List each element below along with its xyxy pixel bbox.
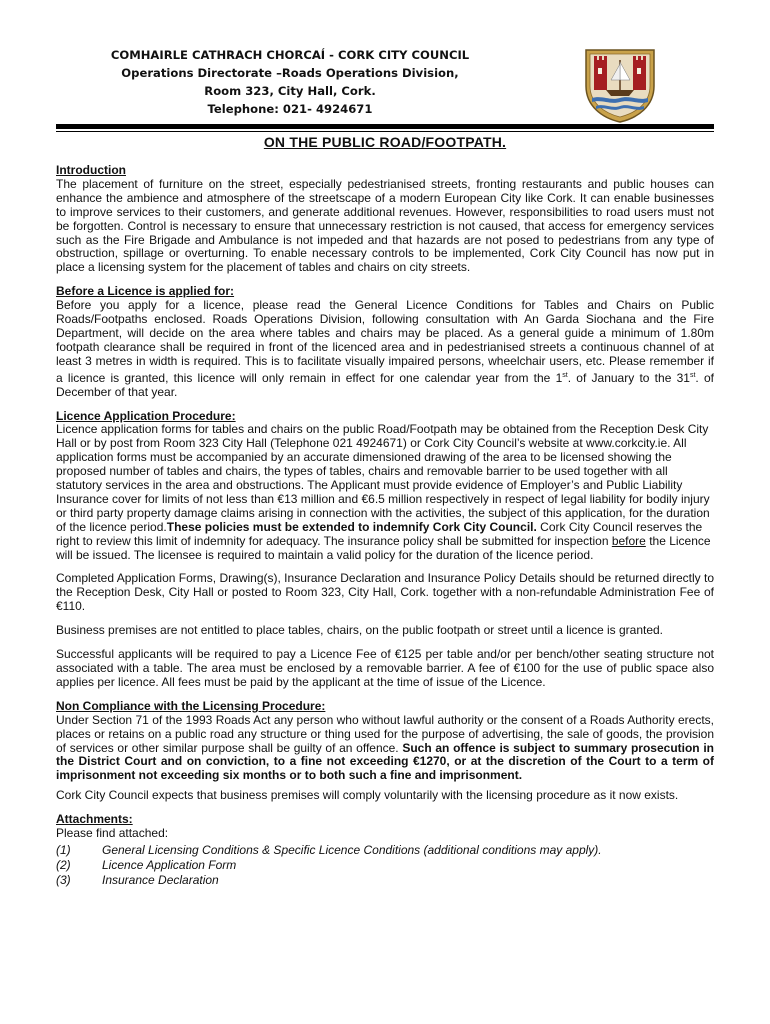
list-item: (1) General Licensing Conditions & Specific Licence Conditions (additional conditions may apply).: [56, 842, 602, 857]
directorate: Operations Directorate –Roads Operations Division,: [121, 66, 459, 80]
introduction-heading: Introduction: [56, 163, 126, 177]
attachments-list: [56, 843, 714, 888]
address: Room 323, City Hall, Cork.: [204, 84, 376, 98]
premises-not-entitled-text: Business premises are not entitled to place tables, chairs, on the public footpath or street until a licence is granted.: [56, 623, 664, 638]
introduction-text: The placement of furniture on the street, especially pedestrianised streets, fronting restaurants and public houses can enhance the ambience and atmosphere of the streetscape of a modern European City like Cork. It can enable businesses to improve services to their customers, and generate additional revenues. However, responsibilities to road users must not be forgotten. Control is necessary to ensure that unnecessary restriction is not caused, that access for emergency services such as the Fire Brigade and Ambulance is not impeded and that hazards are not posed to pedestrians from any type of obstruction, spillage or overturning. To enable necessary controls to be implemented, Cork City Council has now put in place a licensing system for the placement of tables and chairs on city streets.: [56, 176, 714, 275]
letterhead: [70, 46, 510, 118]
attachments-heading: Attachments:: [56, 812, 133, 827]
attachments-intro: Please find attached:: [56, 826, 169, 841]
header-divider-thick: [56, 124, 714, 129]
council-name: COMHAIRLE CATHRACH CHORCAÍ - CORK CITY COUNCIL: [110, 48, 470, 62]
document-body: [56, 164, 714, 888]
application-procedure-text: Licence application forms for tables and chairs on the public Road/Footpath may be obtained from the Reception Desk City Hall or by post from Room 323 City Hall (Telephone 021 4924671) or Cork City Council’s website at www.corkcity.ie. All application forms must be accompanied by an accurate dimensioned drawing of the area to be licensed showing the proposed number of tables and chairs, the types of tables, chairs and removable barrier to be used together with all statutory services in the area and obstructions. The Applicant must provide evidence of Employer’s and Public Liability Insurance cover for limits of not less than €13 million and €6.5 million respectively in respect of legal liability for bodily injury or third party property damage claims arising in connection with the activities, the subject of this application, for the duration of the licence period.These policies must be extended to indemnify Cork City Council. Cork City Council reserves the right to review this limit of indemnity for adequacy. The insurance policy shall be submitted for inspection before the Licence will be issued. The licensee is required to maintain a valid policy for the duration of the licence period.: [56, 422, 711, 562]
non-compliance-text: Under Section 71 of the 1993 Roads Act any person who without lawful authority or the consent of a Roads Authority erects, places or retains on a public road any structure or thing used for the purpose of advertising, the sale of goods, the provision of services or other similar purpose shall be guilty of an offence. Such an offence is subject to summary prosecution in the District Court and on conviction, to a fine not exceeding €1270, or at the discretion of the Court to a term of imprisonment not exceeding six months or to both such a fine and imprisonment.: [56, 712, 714, 783]
before-licence-text: Before you apply for a licence, please read the General Licence Conditions for Tables and Chairs on Public Roads/Footpaths enclosed. Roads Operations Division, following consultation with An Garda Siochana and the Fire Department, will decide on the area where tables and chairs may be placed. As a general guide a minimum of 1.80m footpath clearance shall be required in front of the licenced area and in pedestrianised streets a continuous channel of at least 3 metres in width is required. This is to facilitate visually impaired persons, wheelchair users, etc. Please remember if a licence is granted, this licence will only remain in effect for one calendar year from the 1st. of January to the 31st. of December of that year.: [56, 298, 714, 399]
voluntary-compliance-text: Cork City Council expects that business premises will comply voluntarily with the licensing procedure as it now exists.: [56, 788, 679, 803]
application-procedure-heading: Licence Application Procedure:: [56, 408, 236, 423]
completed-forms-text: Completed Application Forms, Drawing(s), Insurance Declaration and Insurance Policy Details should be returned directly to the Reception Desk, City Hall or posted to Room 323, City Hall, Cork. together with a non-refundable Administration Fee of €110.: [56, 571, 714, 614]
list-item: (3) Insurance Declaration: [56, 872, 219, 887]
list-item: (2) Licence Application Form: [56, 857, 237, 872]
telephone: Telephone: 021- 4924671: [207, 102, 373, 116]
before-licence-heading: Before a Licence is applied for:: [56, 284, 235, 299]
document-title: ON THE PUBLIC ROAD/FOOTPATH.: [263, 134, 507, 150]
non-compliance-heading: Non Compliance with the Licensing Procedure:: [56, 698, 326, 713]
licence-fee-text: Successful applicants will be required to pay a Licence Fee of €125 per table and/or per bench/other seating structure not associated with a table. The area must be enclosed by a removable barrier. A fee of €100 for the use of public space also applies per licence. All fees must be paid by the applicant at the time of issue of the Licence.: [56, 647, 714, 689]
header-divider-thin: [56, 131, 714, 132]
cork-coat-of-arms-logo: [582, 46, 658, 124]
